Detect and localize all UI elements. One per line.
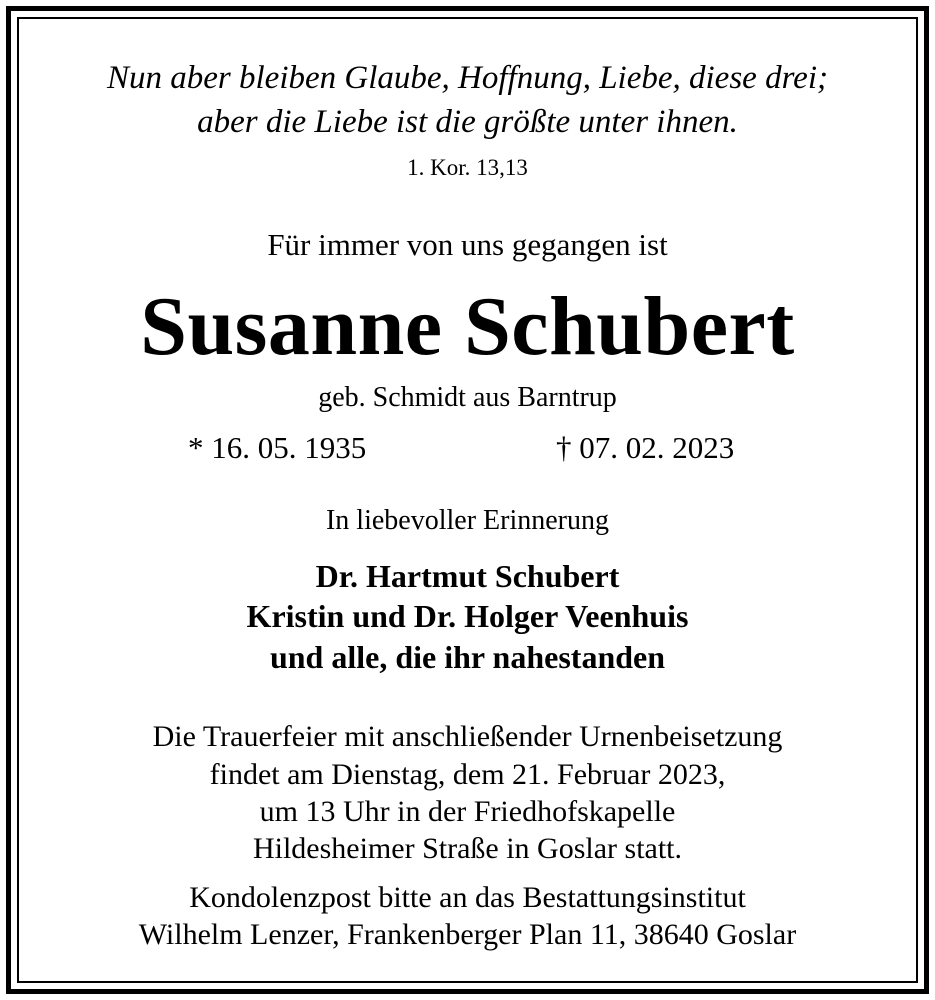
ceremony-line-4: Hildesheimer Straße in Goslar statt. [252, 832, 683, 865]
death-date: † 07. 02. 2023 [556, 430, 735, 465]
birth-name: geb. Schmidt aus Barntrup [318, 382, 617, 413]
mourner-line-1: Dr. Hartmut Schubert [315, 558, 620, 594]
condolence-line-1: Kondolenzpost bitte an das Bestattungsinstitut [189, 881, 746, 914]
intro-text: Für immer von uns gegangen ist [267, 227, 668, 262]
remembrance-text: In liebevoller Erinnerung [325, 505, 609, 536]
birth-date: * 16. 05. 1935 [188, 430, 367, 465]
verse-line-2: aber die Liebe ist die größte unter ihnen. [197, 104, 738, 140]
mourner-line-2: Kristin und Dr. Holger Veenhuis [246, 598, 689, 634]
ceremony-line-2: findet am Dienstag, dem 21. Februar 2023, [209, 758, 726, 791]
ceremony-line-1: Die Trauerfeier mit anschließender Urnenbeisetzung [152, 720, 783, 753]
deceased-name: Susanne Schubert [140, 280, 795, 373]
condolence-line-2: Wilhelm Lenzer, Frankenberger Plan 11, 38640 Goslar [138, 918, 797, 951]
mourner-line-3: und alle, die ihr nahestanden [269, 639, 666, 675]
ceremony-line-3: um 13 Uhr in der Friedhofskapelle [259, 795, 676, 828]
verse-line-1: Nun aber bleiben Glaube, Hoffnung, Liebe, diese drei; [107, 60, 828, 96]
verse-reference: 1. Kor. 13,13 [407, 155, 528, 180]
